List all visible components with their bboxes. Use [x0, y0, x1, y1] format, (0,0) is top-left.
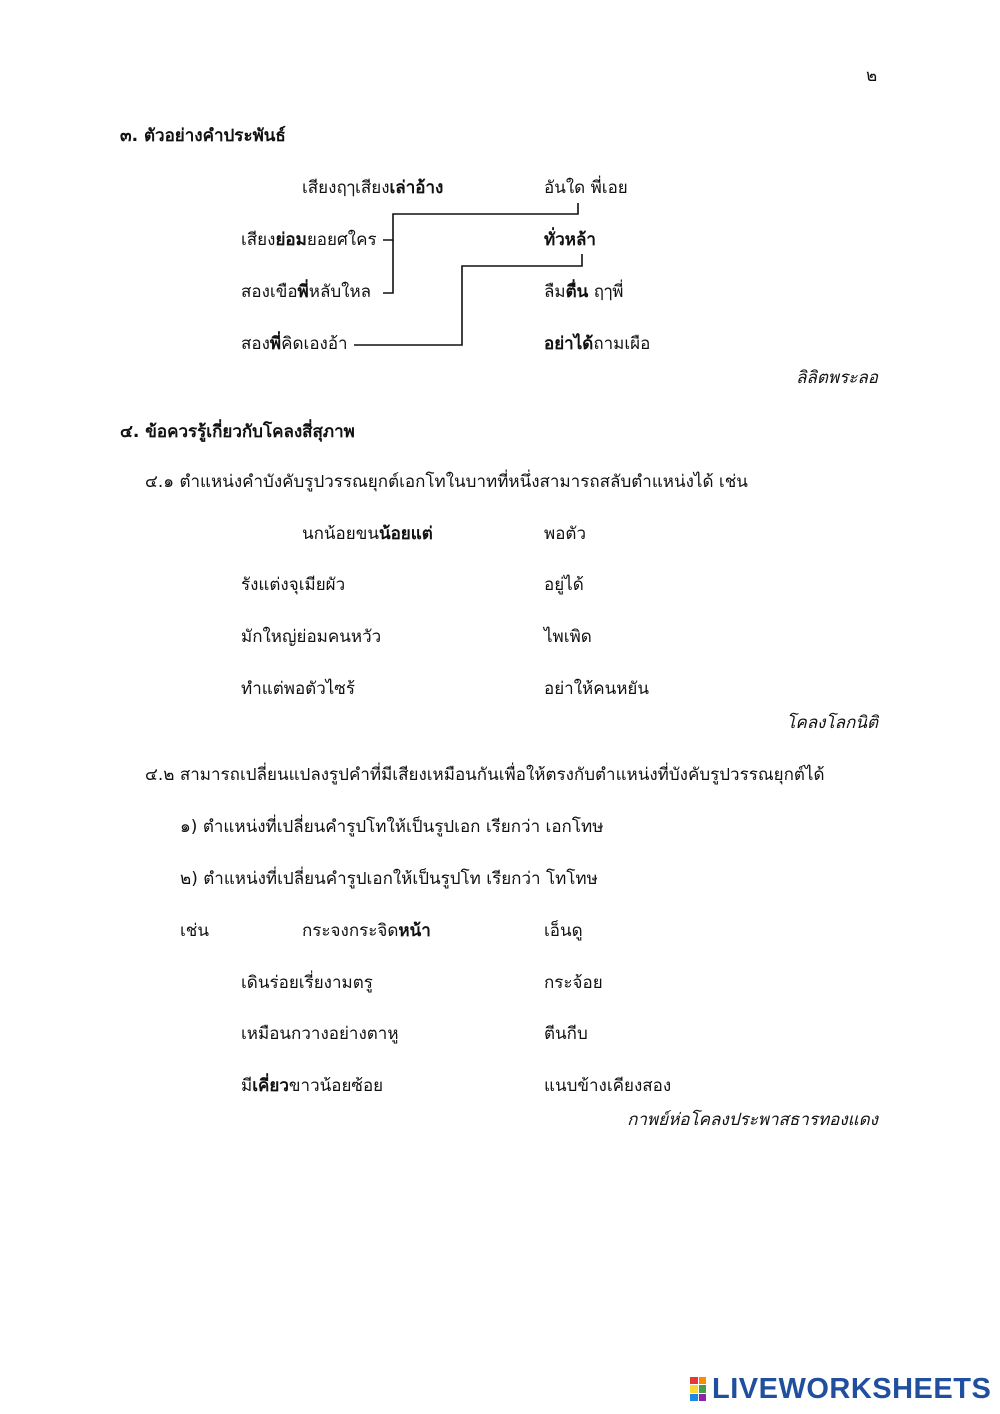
- liveworksheets-text: LIVEWORKSHEETS: [712, 1372, 992, 1405]
- page-number: ๒: [866, 66, 878, 86]
- poem2-line-2-right: อยู่ได้: [544, 575, 584, 595]
- poem3-line-4-left: มีเคี่ยวขาวน้อยซ้อย: [241, 1076, 384, 1096]
- poem-line-3-right: ลืมตื่น ฤๅพี่: [544, 282, 624, 302]
- poem-line-4-left: สองพี่คิดเองอ้า: [241, 334, 348, 354]
- section-3-heading: ๓. ตัวอย่างคำประพันธ์: [120, 126, 286, 146]
- poem2-line-2-left: รังแต่งจุเมียผัว: [241, 575, 346, 595]
- poem-line-4-right: อย่าได้ถามเผือ: [544, 334, 651, 354]
- liveworksheets-logo-icon: [690, 1377, 706, 1401]
- poem2-line-1-right: พอตัว: [544, 524, 587, 544]
- poem2-line-4-left: ทำแต่พอตัวไซร้: [241, 679, 355, 699]
- poem3-line-1-right: เอ็นดู: [544, 921, 583, 941]
- poem3-line-3-left: เหมือนกวางอย่างตาหู: [241, 1024, 399, 1044]
- poem2-line-4-right: อย่าให้คนหยัน: [544, 679, 650, 699]
- poem2-line-3-left: มักใหญ่ย่อมคนหวัว: [241, 627, 382, 647]
- source-citation-1: ลิลิตพระลอ: [796, 368, 878, 388]
- subsection-4-2: ๔.๒ สามารถเปลี่ยนแปลงรูปคำที่มีเสียงเหมือนกันเพื่อให้ตรงกับตำแหน่งที่บังคับรูปวรรณยุกต์ได้: [145, 765, 825, 785]
- section-4-heading: ๔. ข้อควรรู้เกี่ยวกับโคลงสี่สุภาพ: [120, 422, 355, 442]
- subsection-4-1: ๔.๑ ตำแหน่งคำบังคับรูปวรรณยุกต์เอกโทในบาทที่หนึ่งสามารถสลับตำแหน่งได้ เช่น: [145, 472, 748, 492]
- rule-item-1: ๑) ตำแหน่งที่เปลี่ยนคำรูปโทให้เป็นรูปเอก เรียกว่า เอกโทษ: [180, 817, 604, 837]
- connector-line-2: [383, 240, 393, 293]
- poem-line-2-right: ทั่วหล้า: [544, 230, 596, 250]
- poem3-line-2-left: เดินร่อยเรี่ยงามตรู: [241, 973, 373, 993]
- poem3-line-2-right: กระจ้อย: [544, 973, 603, 993]
- poem-line-2-left: เสียงย่อมยอยศใคร: [241, 230, 377, 250]
- source-citation-2: โคลงโลกนิติ: [786, 713, 878, 733]
- rule-item-2: ๒) ตำแหน่งที่เปลี่ยนคำรูปเอกให้เป็นรูปโท เรียกว่า โทโทษ: [180, 869, 598, 889]
- source-citation-3: กาพย์ห่อโคลงประพาสธารทองแดง: [627, 1110, 878, 1130]
- poem3-line-1-left: กระจงกระจิดหน้า: [302, 921, 431, 941]
- poem-line-1-left: เสียงฤๅเสียงเล่าอ้าง: [302, 178, 444, 198]
- liveworksheets-watermark: [690, 1374, 991, 1404]
- poem3-line-4-right: แนบข้างเคียงสอง: [544, 1076, 672, 1096]
- poem-line-1-right: อันใด พี่เอย: [544, 178, 628, 198]
- poem2-line-1-left: นกน้อยขนน้อยแต่: [302, 524, 433, 544]
- poem2-line-3-right: ไพเพิด: [544, 627, 592, 647]
- poem-line-3-left: สองเขือพี่หลับใหล: [241, 282, 372, 302]
- poem3-line-3-right: ตีนกีบ: [544, 1024, 588, 1044]
- example-label: เช่น: [180, 921, 209, 941]
